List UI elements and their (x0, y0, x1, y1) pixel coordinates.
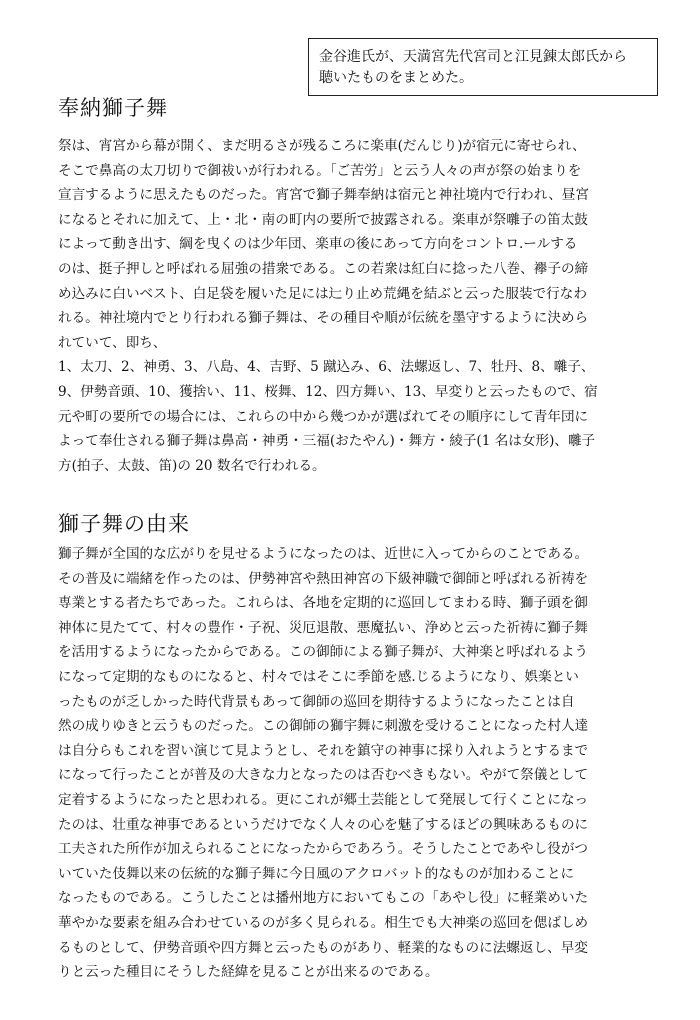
paragraph-line: によって動き出す、綱を曳くのは少年団、楽車の後にあって方向をコントロ.ールする (58, 236, 578, 253)
paragraph-line: そこで鼻高の太刀切りで御祓いが行われる。「ご苦労」と云う人々の声が祭の始まりを (58, 162, 582, 179)
paragraph-line: 宣言するように思えたものだった。宵宮で獅子舞奉納は宿元と神社境内で行われ、昼宮 (58, 187, 589, 204)
paragraph-line: 方(拍子、太鼓、笛)の 20 数名で行われる。 (58, 457, 326, 474)
paragraph-line: になって行ったことが普及の大きな力となったのは否むべきもない。やがて祭儀として (58, 767, 589, 784)
paragraph-line: いていた伎舞以来の伝統的な獅子舞に今日風のアクロバット的なものが加わることに (58, 865, 575, 882)
paragraph-line: 定着するようになったと思われる。更にこれが郷土芸能として発展して行くことになっ (58, 791, 589, 808)
paragraph-line: るものとして、伊勢音頭や四方舞と云ったものがあり、軽業的なものに法螺返し、早変 (58, 939, 588, 956)
paragraph-line: れる。神社境内でとり行われる獅子舞は、その種目や順が伝統を墨守するように決めら (58, 310, 589, 327)
paragraph-line: りと云った種目にそうした経緯を見ることが出来るのである。 (58, 964, 439, 981)
source-note-box (308, 38, 658, 96)
paragraph-line: は自分らもこれを習い演じて見ようとし、それを鎮守の神事に採り入れようとするまで (58, 742, 589, 759)
paragraph-line: 工夫された所作が加えられることになったからであろう。そうしたことであやし役がつ (58, 841, 589, 858)
paragraph-line: のは、挺子押しと呼ばれる屈強の措衆である。この若衆は紅白に捻った八巻、襷子の締 (58, 260, 589, 277)
section-body-origin (58, 542, 658, 985)
paragraph-line: よって奉仕される獅子舞は鼻高・神勇・三福(おたやん)・舞方・綾子(1 名は女形)、囃子 (58, 433, 596, 450)
paragraph-line: なったものである。こうしたことは播州地方においてもこの「あやし役」に軽業めいた (58, 890, 589, 907)
paragraph-line: その普及に端緒を作ったのは、伊勢神宮や熱田神宮の下級神職で御師と呼ばれる祈祷を (58, 570, 589, 587)
paragraph-line: ったものが乏しかった時代背景もあって御師の巡回を期待するようになったことは自 (58, 693, 575, 710)
paragraph-line: 然の成りゆきと云うものだった。この御師の獅宇舞に刺激を受けることになった村人達 (58, 718, 589, 735)
paragraph-line: 元や町の要所での場合には、これらの中から幾つかが選ばれてその順序にして青年団に (58, 408, 589, 425)
section-body-offering (58, 134, 658, 478)
paragraph-line: 専業とする者たちであった。これらは、各地を定期的に巡回してまわる時、獅子頭を御 (58, 595, 588, 612)
paragraph-line: め込みに白いベスト、白足袋を履いた足には辷り止め荒縄を結ぶと云った服装で行なわ (58, 285, 587, 302)
source-note-line: 金谷進氏が、天満宮先代宮司と江見錬太郎氏から (319, 49, 627, 65)
paragraph-line: 1、太刀、2、神勇、3、八島、4、吉野、5 蹴込み、6、法螺返し、7、牡丹、8、囃子、 (58, 359, 595, 376)
paragraph-line: たのは、壮重な神事であるというだけでなく人々の心を魅了するほどの興味あるものに (58, 816, 589, 833)
paragraph-line: 華やかな要素を組み合わせているのが多く見られる。相生でも大神楽の巡回を偲ばしめ (58, 914, 589, 931)
section-heading-origin: 獅子舞の由来 (58, 512, 190, 536)
source-note-line: 聴いたものをまとめた。 (319, 70, 473, 86)
paragraph-line: 獅子舞が全国的な広がりを見せるようになったのは、近世に入ってからのことである。 (58, 546, 589, 562)
paragraph-line: れていて、即ち、 (58, 334, 167, 351)
paragraph-line: 9、伊勢音頭、10、獲捨い、11、桜舞、12、四方舞い、13、早変りと云ったもので、宿 (58, 383, 598, 400)
section-heading-offering: 奉納獅子舞 (58, 96, 168, 120)
paragraph-line: を活用するようになったからである。この御師による獅子舞が、大神楽と呼ばれるよう (58, 644, 589, 661)
paragraph-line: 神体に見たてて、村々の豊作・子祝、災厄退散、悪魔払い、浄めと云った祈祷に獅子舞 (58, 619, 588, 636)
paragraph-line: 祭は、宵宮から幕が開く、まだ明るさが残るころに楽車(だんじり)が宿元に寄せられ、 (58, 138, 586, 154)
paragraph-line: になるとそれに加えて、上・北・南の町内の要所で披露される。楽車が祭囃子の笛太鼓 (58, 211, 588, 228)
paragraph-line: になって定期的なものになると、村々ではそこに季節を感.じるようになり、娯楽とい (58, 668, 579, 685)
